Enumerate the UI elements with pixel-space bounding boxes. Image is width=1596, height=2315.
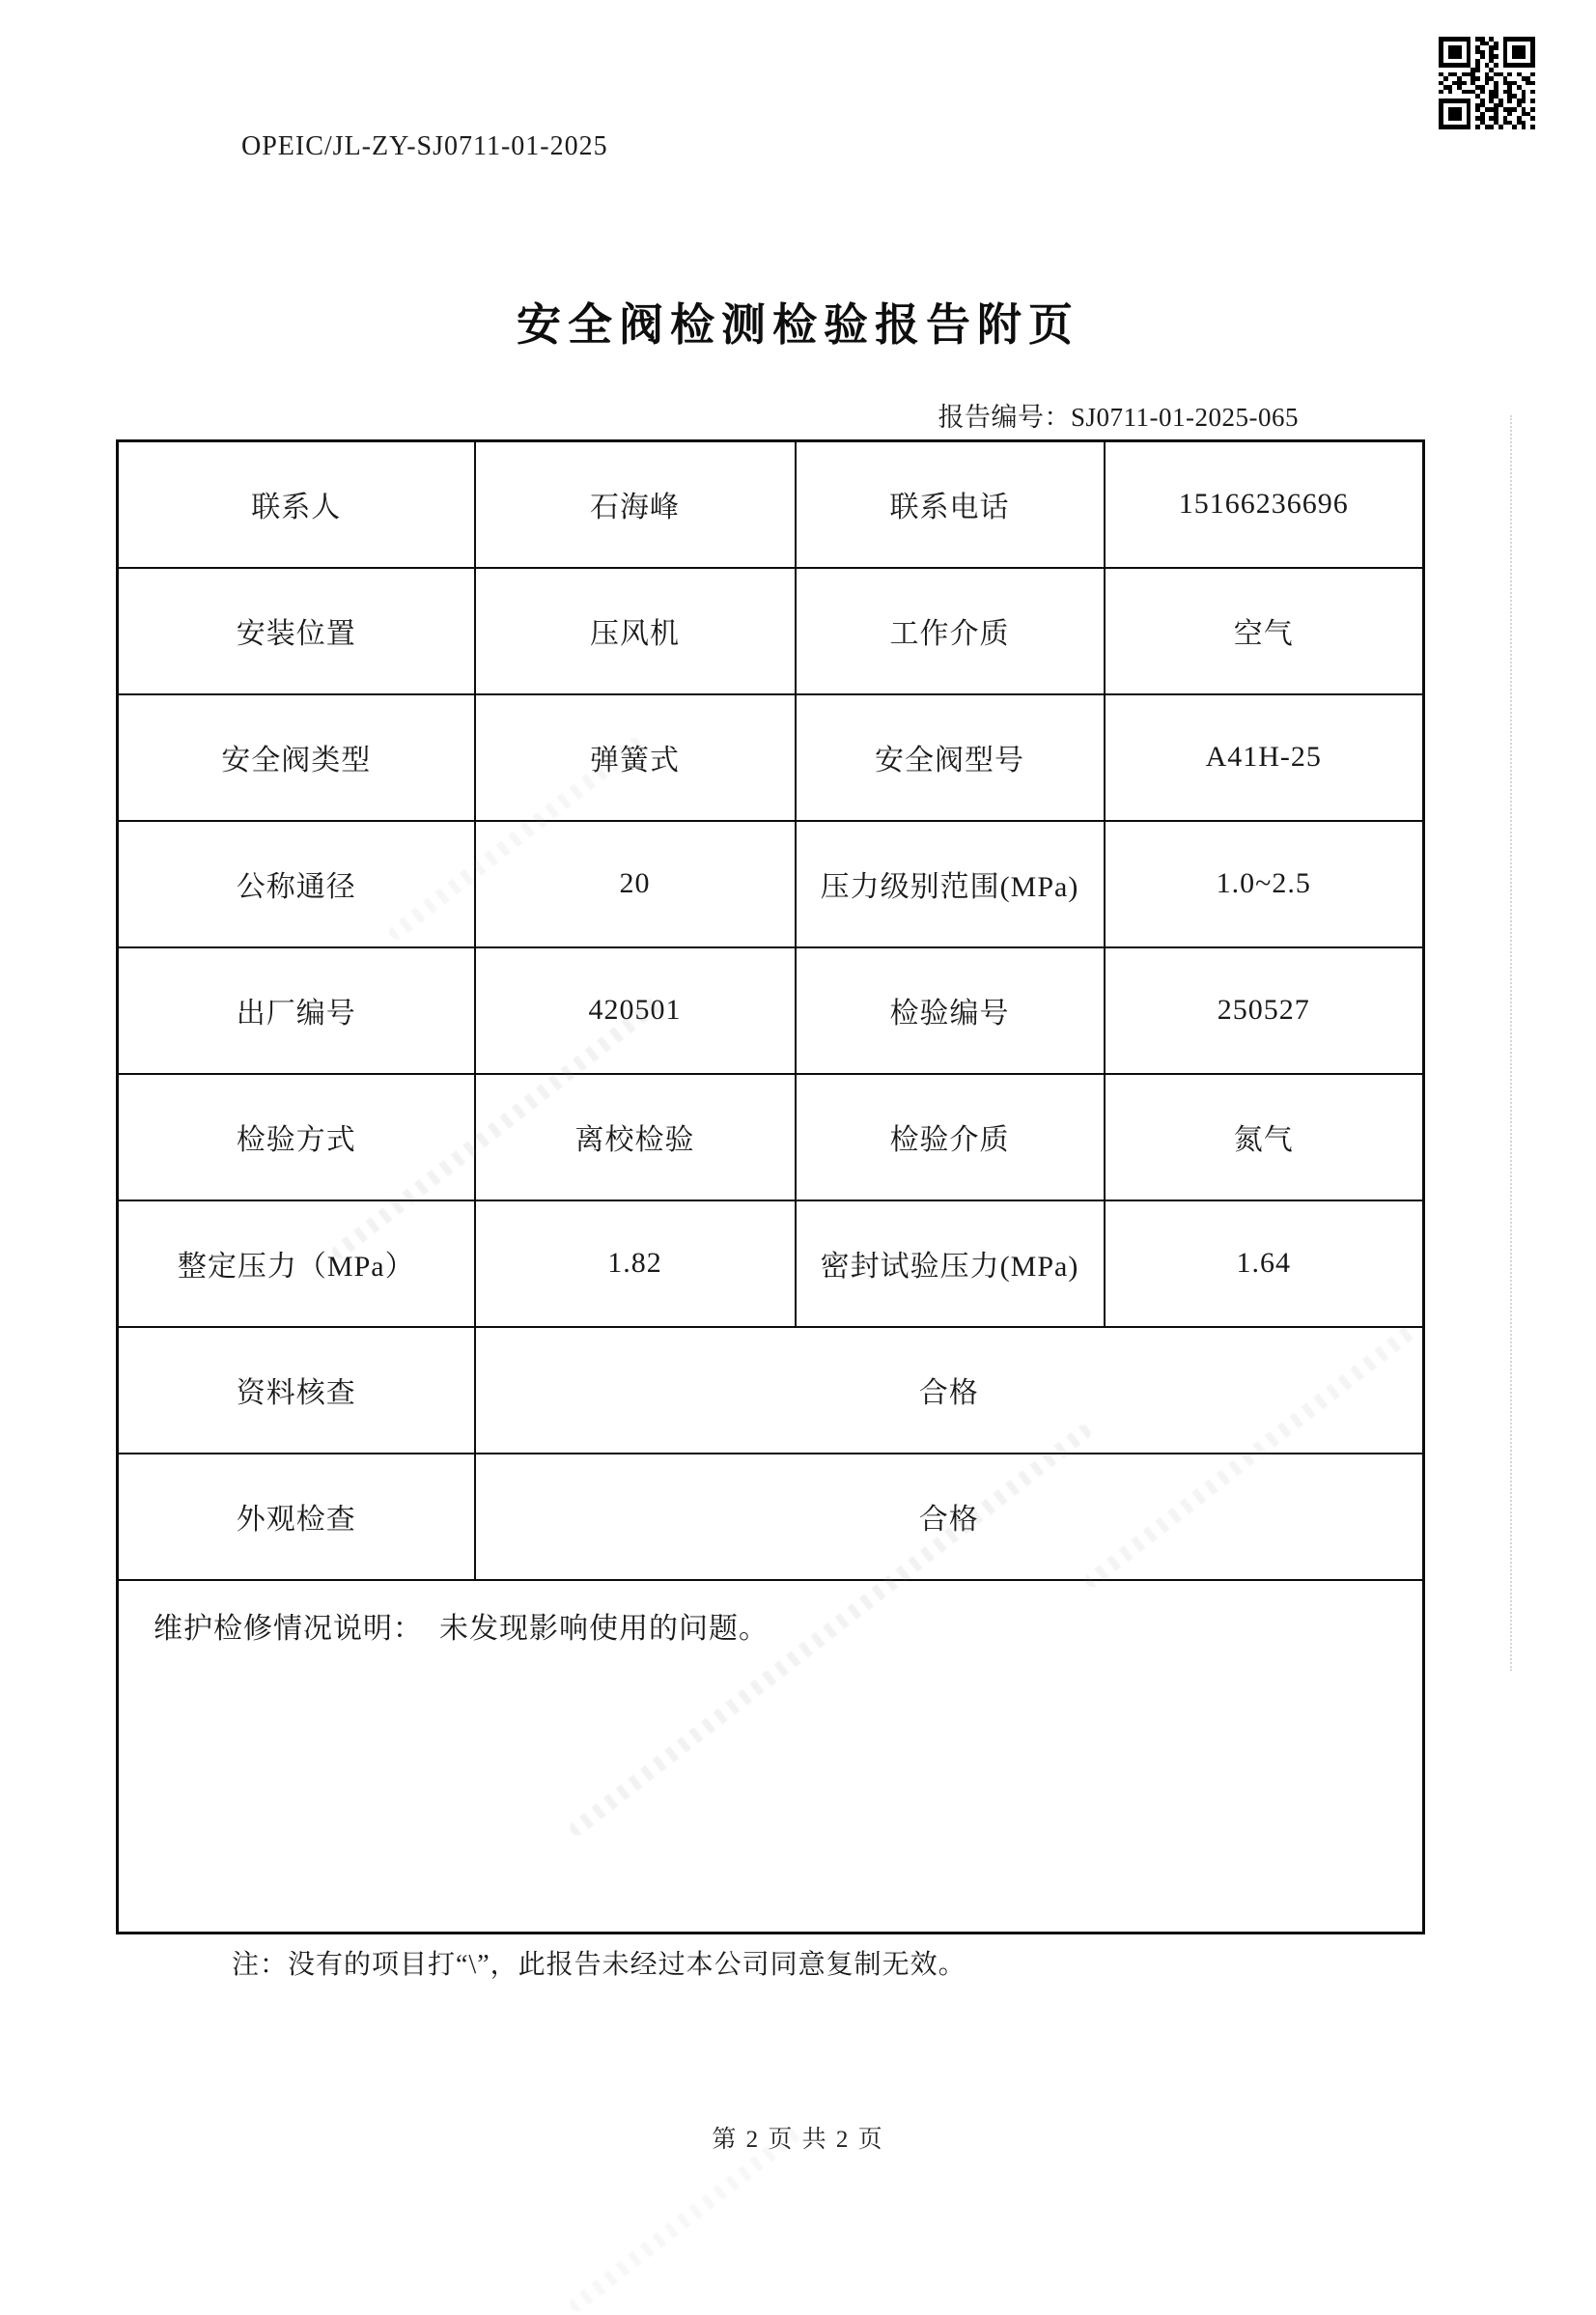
cell-label: 外观检查: [118, 1454, 475, 1580]
cell-value: 1.82: [475, 1200, 796, 1327]
cell-value: 压风机: [475, 568, 796, 694]
table-row: [118, 821, 1424, 947]
document-code: OPEIC/JL-ZY-SJ0711-01-2025: [241, 131, 608, 161]
cell-value: 离校检验: [475, 1074, 796, 1200]
report-number: [938, 396, 1300, 434]
cell-value: 氮气: [1105, 1074, 1424, 1200]
cell-label: 密封试验压力(MPa): [796, 1200, 1105, 1327]
cell-label: 检验方式: [118, 1074, 475, 1200]
page-title: 安全阀检测检验报告附页: [517, 300, 1079, 350]
table-row: [118, 568, 1424, 694]
cell-label: 公称通径: [118, 821, 475, 947]
table-row: [118, 1200, 1424, 1327]
cell-value-merged: 合格: [475, 1454, 1424, 1580]
cell-value-merged: 合格: [475, 1327, 1424, 1454]
table-row: [118, 947, 1424, 1074]
page-number: 第 2 页 共 2 页: [712, 2127, 884, 2153]
cell-label: 联系电话: [796, 441, 1105, 568]
table-row: [118, 1327, 1424, 1454]
cell-label: 安全阀类型: [118, 694, 475, 821]
cell-value: 弹簧式: [475, 694, 796, 821]
cell-value: 空气: [1105, 568, 1424, 694]
cell-value: 15166236696: [1105, 441, 1424, 568]
cell-label: 出厂编号: [118, 947, 475, 1074]
cell-label: 安装位置: [118, 568, 475, 694]
cell-label: 检验介质: [796, 1074, 1105, 1200]
scan-edge-artifact: [1510, 415, 1512, 1671]
cell-value: A41H-25: [1105, 694, 1424, 821]
cell-label: 联系人: [118, 441, 475, 568]
table-row: [118, 694, 1424, 821]
table-row: [118, 441, 1424, 568]
cell-value: 1.64: [1105, 1200, 1424, 1327]
table-row: [118, 1074, 1424, 1200]
report-number-value: SJ0711-01-2025-065: [1071, 403, 1299, 432]
cell-value: 20: [475, 821, 796, 947]
report-number-label: 报告编号：: [938, 403, 1071, 432]
cell-label: 整定压力（MPa）: [118, 1200, 475, 1327]
cell-value: 420501: [475, 947, 796, 1074]
cell-value: 1.0~2.5: [1105, 821, 1424, 947]
qr-code-icon: [1439, 37, 1535, 129]
cell-label: 检验编号: [796, 947, 1105, 1074]
cell-label: 资料核查: [118, 1327, 475, 1454]
cell-value: 250527: [1105, 947, 1424, 1074]
cell-value: 石海峰: [475, 441, 796, 568]
table-row: [118, 1580, 1424, 1934]
cell-maintenance-note: 维护检修情况说明： 未发现影响使用的问题。: [118, 1580, 1424, 1934]
table-row: [118, 1454, 1424, 1580]
cell-label: 工作介质: [796, 568, 1105, 694]
footnote: 注：没有的项目打“\”，此报告未经过本公司同意复制无效。: [232, 1950, 966, 1980]
report-table: [116, 439, 1425, 1934]
cell-label: 压力级别范围(MPa): [796, 821, 1105, 947]
cell-label: 安全阀型号: [796, 694, 1105, 821]
